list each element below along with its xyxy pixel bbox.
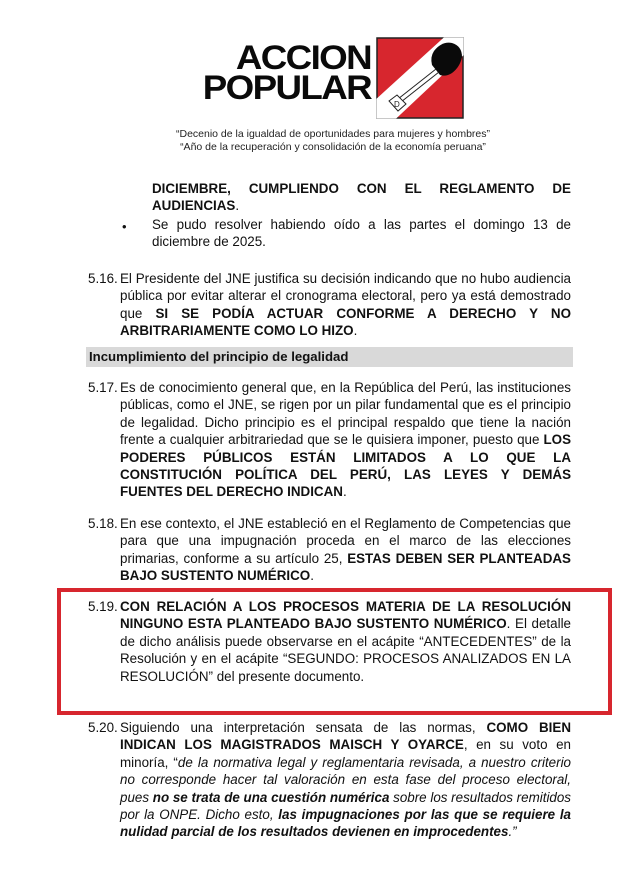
paragraph-end: . [353,323,358,339]
paragraph-text: En ese contexto, el JNE estableció en el Reglamento de Competencias que para que una impugnación proceda en el marco de las elecciones primarias, conforme a su artículo 25, [120,516,571,566]
section-heading-text: Incumplimiento del principio de legalidad [89,349,349,364]
paragraph-text: Es de conocimiento general que, en la República del Perú, las instituciones públicas, como el JNE, se rigen por un pilar fundamental que es el principio de legalidad. Dicho principio es el principal respaldo que tiene la nación frente a cualquier arbitrariedad que se le quisiera imponer, puesto que [120,380,571,448]
bullet-icon: • [122,219,127,234]
paragraph-text: . El detalle de dicho análisis puede observarse en el acápite “ANTECEDENTES” de la Resolución y en el acápite “SEGUNDO: PROCESOS ANALIZADOS EN LA RESOLUCIÓN” del presente documento. [120,616,572,684]
paragraph-number: 5.17. [88,380,118,395]
paragraph-bold: LOS PODERES PÚBLICOS ESTÁN LIMITADOS A LO QUE LA CONSTITUCIÓN POLÍTICA DEL PERÚ, LAS LEYES Y DEMÁS FUENTES DEL DERECHO INDICAN [120,432,571,500]
continuation-bold: DICIEMBRE, CUMPLIENDO CON EL REGLAMENTO DE AUDIENCIAS [152,181,571,214]
party-logo [199,37,469,121]
paragraph-5-18 [88,515,571,585]
paragraph-bold: COMO BIEN INDICAN LOS MAGISTRADOS MAISCH Y OYARCE [120,720,571,753]
quote-italic-3: .” [508,824,517,840]
paragraph-5-20 [88,719,572,841]
quote-bold-italic-2: las impugnaciones por las que se requiere la nulidad parcial de los resultados devienen en improcedentes [120,807,571,840]
paragraph-text-2: , en su voto en minoría, “ [120,737,571,770]
quote-italic-2: sobre los resultados remitidos por la ONPE. Dicho esto, [120,789,572,823]
logo-wordmark [199,39,371,107]
logo-line-1: ACCION [235,39,371,77]
header-mottos [0,128,636,154]
section-heading [86,347,573,367]
motto-year: “Año de la recuperación y consolidación de la economía peruana” [180,141,486,153]
shovel-emblem-icon [376,37,464,119]
paragraph-bold: SI SE PODÍA ACTUAR CONFORME A DERECHO Y NO ARBITRARIAMENTE COMO LO HIZO [120,305,572,339]
bullet-item-text: Se pudo resolver habiendo oído a las partes el domingo 13 de diciembre de 2025. [152,217,571,250]
paragraph-5-17 [88,379,571,501]
paragraph-number: 5.16. [88,271,118,286]
paragraph-end: . [342,484,347,500]
paragraph-end: . [310,568,314,584]
paragraph-bold: ESTAS DEBEN SER PLANTEADAS BAJO SUSTENTO NUMÉRICO [120,550,571,584]
paragraph-number: 5.20. [88,720,118,735]
quote-bold-italic-1: no se trata de una cuestión numérica [152,789,390,805]
paragraph-text: Siguiendo una interpretación sensata de las normas, [120,720,487,735]
bullet-continuation [152,180,571,215]
paragraph-text: El Presidente del JNE justifica su decisión indicando que no hubo audiencia pública por evitar alterar el cronograma electoral, pero ya está demostrado que [120,271,571,321]
paragraph-5-19 [88,598,572,685]
paragraph-number: 5.18. [88,516,118,531]
quote-italic-1: de la normativa legal y reglamentaria revisada, a nuestro criterio no corresponde hacer tal valoración en esta fase del proceso electoral, pues [120,754,571,805]
logo-line-2: POPULAR [202,69,371,107]
emblem-letter: D [394,100,400,109]
paragraph-number: 5.19. [88,599,118,614]
paragraph-bold: CON RELACIÓN A LOS PROCESOS MATERIA DE LA RESOLUCIÓN NINGUNO ESTA PLANTEADO BAJO SUSTENTO NUMÉRICO [120,599,571,632]
continuation-end: . [235,198,240,214]
motto-decade: “Decenio de la igualdad de oportunidades para mujeres y hombres” [175,128,491,140]
paragraph-5-16 [88,270,572,340]
